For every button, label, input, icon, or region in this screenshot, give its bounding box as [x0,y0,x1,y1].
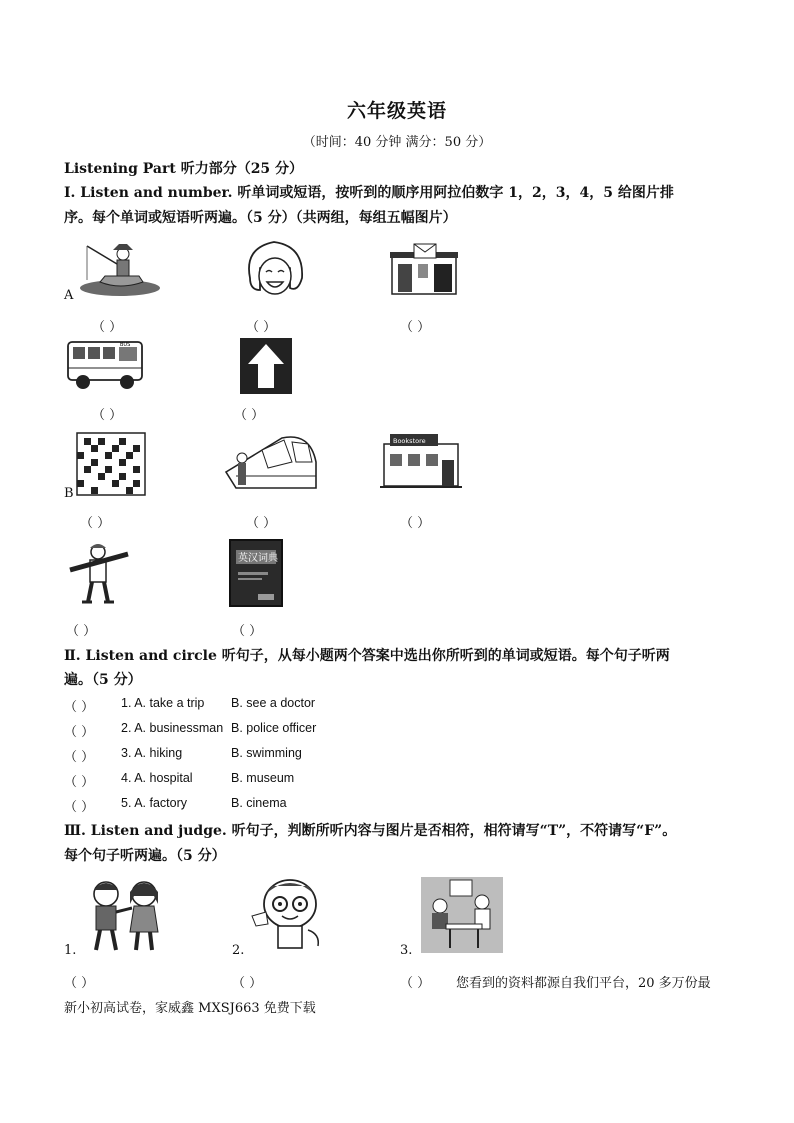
ad-text-line1: 您看到的资料都源自我们平台，20 多万份最 [456,976,711,991]
fishing-icon [75,240,160,298]
go-straight-sign-icon [238,336,294,396]
section3-instruction-line1: Ⅲ. Listen and judge. 听句子，判断所听内容与图片是否相符，相符请写“T”，不符请写“F”。 [64,823,677,839]
judge-blank-3[interactable]: （ ） [400,976,431,991]
post-office-icon [388,242,460,296]
two-children-icon [80,878,170,954]
answer-blank-a3[interactable]: （ ） [400,320,431,335]
group-b-label: B [64,486,74,501]
judge-label-2: 2. [232,943,245,958]
answer-blank-b2[interactable]: （ ） [246,516,277,531]
page-title: 六年级英语 [346,100,447,122]
bookstore-icon [380,432,462,490]
people-eating-icon [420,876,504,954]
answer-paren[interactable]: （ ） [64,800,95,815]
option-a: 5. A. factory [121,796,188,810]
section2-instruction-line2: 遍。（5 分） [64,672,142,688]
listening-part-heading: Listening Part 听力部分（25 分） [64,161,304,177]
judge-blank-1[interactable]: （ ） [64,976,95,991]
option-b: B. swimming [231,746,302,760]
doctor-cartoon-icon [248,872,328,952]
option-b: B. police officer [231,721,317,735]
answer-blank-a5[interactable]: （ ） [234,408,265,423]
bus-icon [65,338,145,394]
crossword-icon [76,432,146,496]
answer-paren[interactable]: （ ） [64,750,95,765]
option-a: 1. A. take a trip [121,696,205,710]
answer-blank-b4[interactable]: （ ） [66,624,97,639]
section1-instruction-line2: 序。每个单词或短语听两遍。（5 分）（共两组，每组五幅图片） [64,210,457,226]
judge-label-1: 1. [64,943,77,958]
judge-blank-2[interactable]: （ ） [232,976,263,991]
exam-info: （时间：40 分钟 满分：50 分） [302,135,492,150]
option-a: 3. A. hiking [121,746,183,760]
answer-blank-a2[interactable]: （ ） [246,320,277,335]
bus-sign: BUS [120,342,131,348]
group-a-label: A [64,288,74,303]
option-a: 2. A. businessman [121,721,224,735]
section1-instruction-line1: Ⅰ. Listen and number. 听单词或短语，按听到的顺序用阿拉伯数字 1，2，3，4，5 给图片排 [64,185,674,201]
answer-blank-b3[interactable]: （ ） [400,516,431,531]
answer-blank-b5[interactable]: （ ） [232,624,263,639]
answer-blank-b1[interactable]: （ ） [80,516,111,531]
section3-instruction-line2: 每个句子听两遍。（5 分） [64,848,226,864]
judge-label-3: 3. [400,943,413,958]
subway-train-icon [222,432,320,494]
dictionary-title: 英汉词典 [238,553,278,564]
option-a: 4. A. hospital [121,771,193,785]
bookstore-sign: Bookstore [393,437,426,445]
worker-icon [64,540,132,608]
answer-paren[interactable]: （ ） [64,700,95,715]
answer-paren[interactable]: （ ） [64,725,95,740]
smiling-girl-icon [240,238,310,302]
ad-text-line2: 新小初高试卷，家威鑫 MXSJ663 免费下载 [64,1001,316,1016]
section2-instruction-line1: Ⅱ. Listen and circle 听句子，从每小题两个答案中选出你所听到的单词或短语。每个句子听两 [64,648,670,664]
answer-blank-a4[interactable]: （ ） [92,408,123,423]
option-b: B. see a doctor [231,696,316,710]
option-b: B. cinema [231,796,287,810]
answer-paren[interactable]: （ ） [64,775,95,790]
dictionary-icon [228,538,284,608]
option-b: B. museum [231,771,295,785]
answer-blank-a1[interactable]: （ ） [92,320,123,335]
